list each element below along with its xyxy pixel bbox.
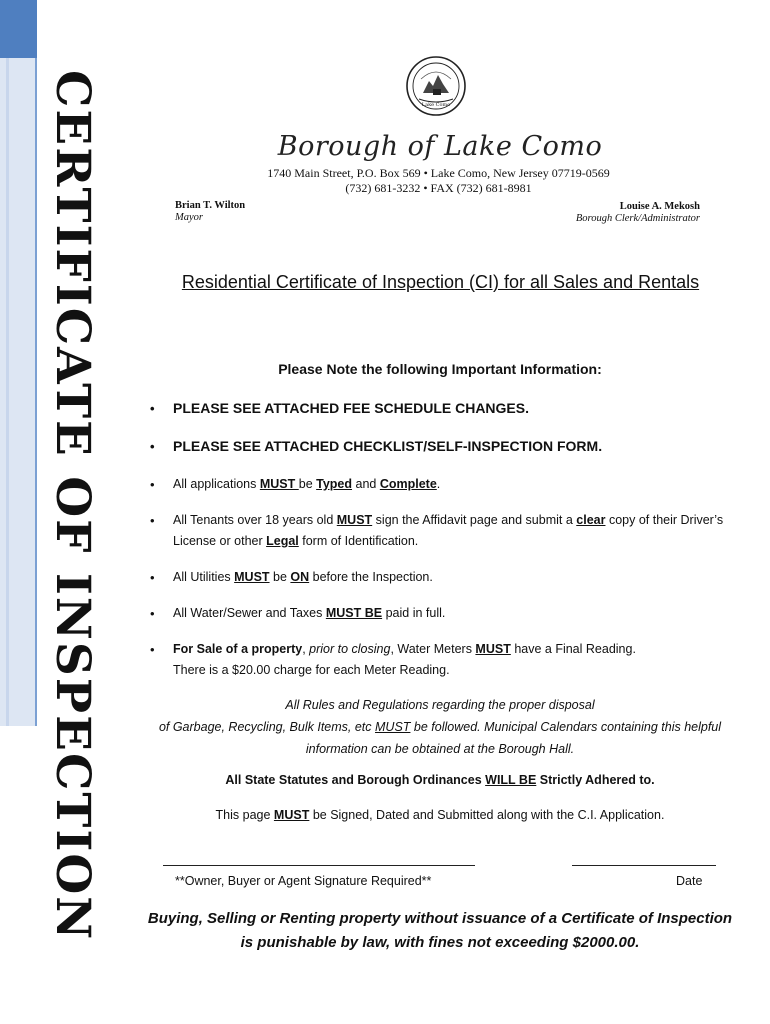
meter-charge-text: There is a $20.00 charge for each Meter Reading. <box>173 663 450 677</box>
vertical-document-title: CERTIFICATE OF INSPECTION <box>45 70 100 942</box>
statutes-statement: All State Statutes and Borough Ordinances WILL BE Strictly Adhered to. <box>225 773 655 787</box>
clerk-name: Louise A. Mekosh <box>619 201 700 212</box>
mayor-title: Mayor <box>175 212 203 223</box>
seal-text: Lake Como <box>421 102 451 108</box>
borough-name: Borough of Lake Como <box>277 131 603 162</box>
mayor-name: Brian T. Wilton <box>175 200 246 211</box>
signature-line[interactable] <box>163 865 475 866</box>
date-line[interactable] <box>572 865 716 866</box>
list-item-tenants: • All Tenants over 18 years old MUST sign the Affidavit page and submit a clear copy of their Driver’s License or other Legal form of Identification. <box>150 510 730 552</box>
legal-warning: Buying, Selling or Renting property without issuance of a Certificate of Inspection is punishable by law, with fines not exceeding $2000.00. <box>147 910 733 951</box>
list-item-sale: • For Sale of a property, prior to closing, Water Meters MUST have a Final Reading. There is a $20.00 charge for each Meter Reading. <box>150 639 730 681</box>
rules-paragraph: All Rules and Regulations regarding the proper disposal of Garbage, Recycling, Bulk Items, etc MUST be followed. Municipal Calendars containing this helpful information can be obtained at the Borough Hall. <box>158 698 722 756</box>
clerk-block <box>576 201 700 225</box>
list-item-checklist: • PLEASE SEE ATTACHED CHECKLIST/SELF-INSPECTION FORM. <box>150 436 730 457</box>
sidebar-accent-block <box>0 0 37 60</box>
list-item-water-sewer: • All Water/Sewer and Taxes MUST BE paid in full. <box>150 603 730 624</box>
borough-seal-icon <box>405 55 467 117</box>
list-item-fee-schedule: • PLEASE SEE ATTACHED FEE SCHEDULE CHANGES. <box>150 398 730 419</box>
borough-phone-fax: (732) 681-3232 • FAX (732) 681-8981 <box>345 181 532 195</box>
list-item-applications: • All applications MUST be Typed and Complete. <box>150 474 730 495</box>
signing-instruction: This page MUST be Signed, Dated and Submitted along with the C.I. Application. <box>215 808 665 822</box>
list-item-utilities: • All Utilities MUST be ON before the Inspection. <box>150 567 730 588</box>
clerk-title: Borough Clerk/Administrator <box>575 213 700 224</box>
information-list <box>150 398 730 681</box>
date-label: Date <box>676 874 703 888</box>
signature-label: **Owner, Buyer or Agent Signature Required** <box>175 874 432 888</box>
note-heading: Please Note the following Important Information: <box>278 361 602 377</box>
mayor-block <box>175 200 245 224</box>
document-title: Residential Certificate of Inspection (CI) for all Sales and Rentals <box>181 272 700 292</box>
borough-address: 1740 Main Street, P.O. Box 569 • Lake Como, New Jersey 07719-0569 <box>267 166 610 180</box>
